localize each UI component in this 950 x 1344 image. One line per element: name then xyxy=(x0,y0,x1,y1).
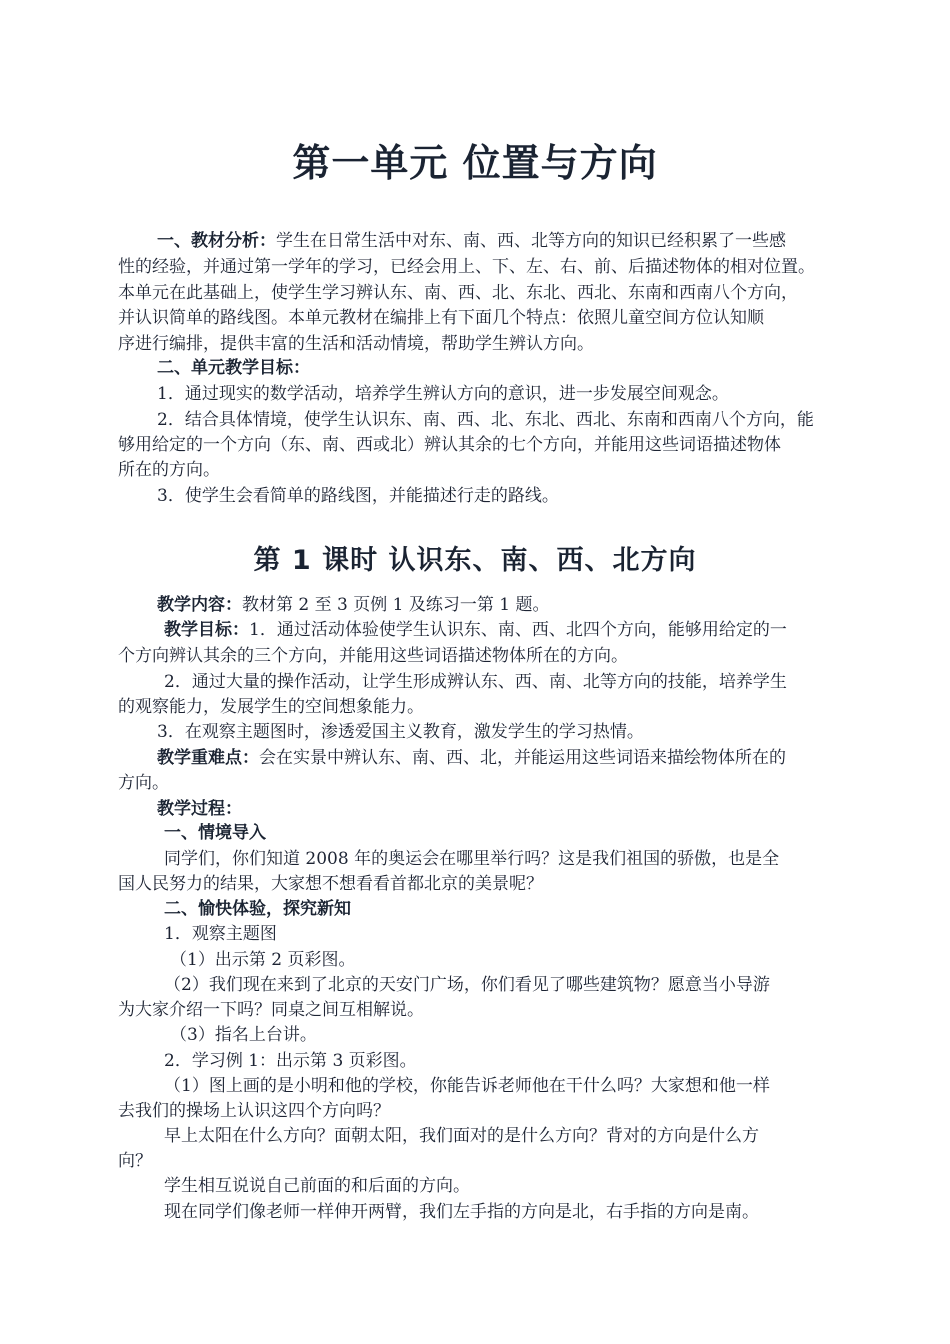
step2-line: 现在同学们像老师一样伸开两臂，我们左手指的方向是北，右手指的方向是南。 xyxy=(164,1202,759,1222)
section1-heading: 一、教材分析： xyxy=(157,231,276,251)
step2-line: 2．学习例 1：出示第 3 页彩图。 xyxy=(164,1051,417,1071)
key-points-line xyxy=(118,746,838,770)
key-label: 教学重难点： xyxy=(157,748,259,768)
step2-line: 为大家介绍一下吗？同桌之间互相解说。 xyxy=(118,1000,424,1020)
step2-line: 1．观察主题图 xyxy=(164,924,277,944)
section2-line: 所在的方向。 xyxy=(118,460,220,480)
unit-title: 第一单元 位置与方向 xyxy=(292,141,658,185)
lesson-content-line xyxy=(118,593,838,617)
step1-heading: 一、情境导入 xyxy=(164,823,266,843)
step2-line: （3）指名上台讲。 xyxy=(170,1025,317,1045)
goal-line: 个方向辨认其余的三个方向，并能用这些词语描述物体所在的方向。 xyxy=(118,646,628,666)
section1-paragraph-line xyxy=(118,229,838,253)
section2-line: 1．通过现实的数学活动，培养学生辨认方向的意识，进一步发展空间观念。 xyxy=(157,384,729,404)
step2-line: 学生相互说说自己前面的和后面的方向。 xyxy=(164,1176,470,1196)
section1-line: 性的经验，并通过第一学年的学习，已经会用上、下、左、右、前、后描述物体的相对位置。 xyxy=(118,257,815,277)
step1-line: 国人民努力的结果，大家想不想看看首都北京的美景呢？ xyxy=(118,874,543,894)
section2-heading: 二、单元教学目标： xyxy=(157,358,310,378)
process-label: 教学过程： xyxy=(157,799,242,819)
goal-label: 教学目标： xyxy=(164,620,249,640)
step2-line: 早上太阳在什么方向？面朝太阳，我们面对的是什么方向？背对的方向是什么方 xyxy=(164,1126,759,1146)
step1-line: 同学们，你们知道 2008 年的奥运会在哪里举行吗？这是我们祖国的骄傲，也是全 xyxy=(164,849,780,869)
section1-line: 并认识简单的路线图。本单元教材在编排上有下面几个特点：依照儿童空间方位认知顺 xyxy=(118,308,764,328)
section1-text: 学生在日常生活中对东、南、西、北等方向的知识已经积累了一些感 xyxy=(276,231,786,251)
step2-line: 向？ xyxy=(118,1151,152,1171)
goal-line: 2．通过大量的操作活动，让学生形成辨认东、西、南、北等方向的技能，培养学生 xyxy=(164,672,787,692)
section2-line: 够用给定的一个方向（东、南、西或北）辨认其余的七个方向，并能用这些词语描述物体 xyxy=(118,435,781,455)
goal-line: 的观察能力，发展学生的空间想象能力。 xyxy=(118,697,424,717)
step2-line: 去我们的操场上认识这四个方向吗？ xyxy=(118,1101,390,1121)
step2-line: （1）出示第 2 页彩图。 xyxy=(170,950,356,970)
goal-line: 3．在观察主题图时，渗透爱国主义教育，激发学生的学习热情。 xyxy=(157,722,644,742)
lesson-goal-line xyxy=(118,618,838,642)
section1-line: 序进行编排，提供丰富的生活和活动情境，帮助学生辨认方向。 xyxy=(118,334,594,354)
section1-line: 本单元在此基础上，使学生学习辨认东、南、西、北、东北、西北、东南和西南八个方向， xyxy=(118,283,798,303)
lesson-title: 第 1 课时 认识东、南、西、北方向 xyxy=(253,545,697,576)
key-text: 会在实景中辨认东、南、西、北，并能运用这些词语来描绘物体所在的 xyxy=(259,748,786,768)
goal-text: 1．通过活动体验使学生认识东、南、西、北四个方向，能够用给定的一 xyxy=(249,620,787,640)
section2-line: 2．结合具体情境，使学生认识东、南、西、北、东北、西北、东南和西南八个方向，能 xyxy=(157,410,814,430)
content-text: 教材第 2 至 3 页例 1 及练习一第 1 题。 xyxy=(242,595,550,615)
step2-heading: 二、愉快体验，探究新知 xyxy=(164,899,351,919)
step2-line: （2）我们现在来到了北京的天安门广场，你们看见了哪些建筑物？愿意当小导游 xyxy=(164,975,770,995)
step2-line: （1）图上画的是小明和他的学校，你能告诉老师他在干什么吗？大家想和他一样 xyxy=(164,1076,770,1096)
content-label: 教学内容： xyxy=(157,595,242,615)
key-line: 方向。 xyxy=(118,773,169,793)
section2-line: 3．使学生会看简单的路线图，并能描述行走的路线。 xyxy=(157,486,559,506)
